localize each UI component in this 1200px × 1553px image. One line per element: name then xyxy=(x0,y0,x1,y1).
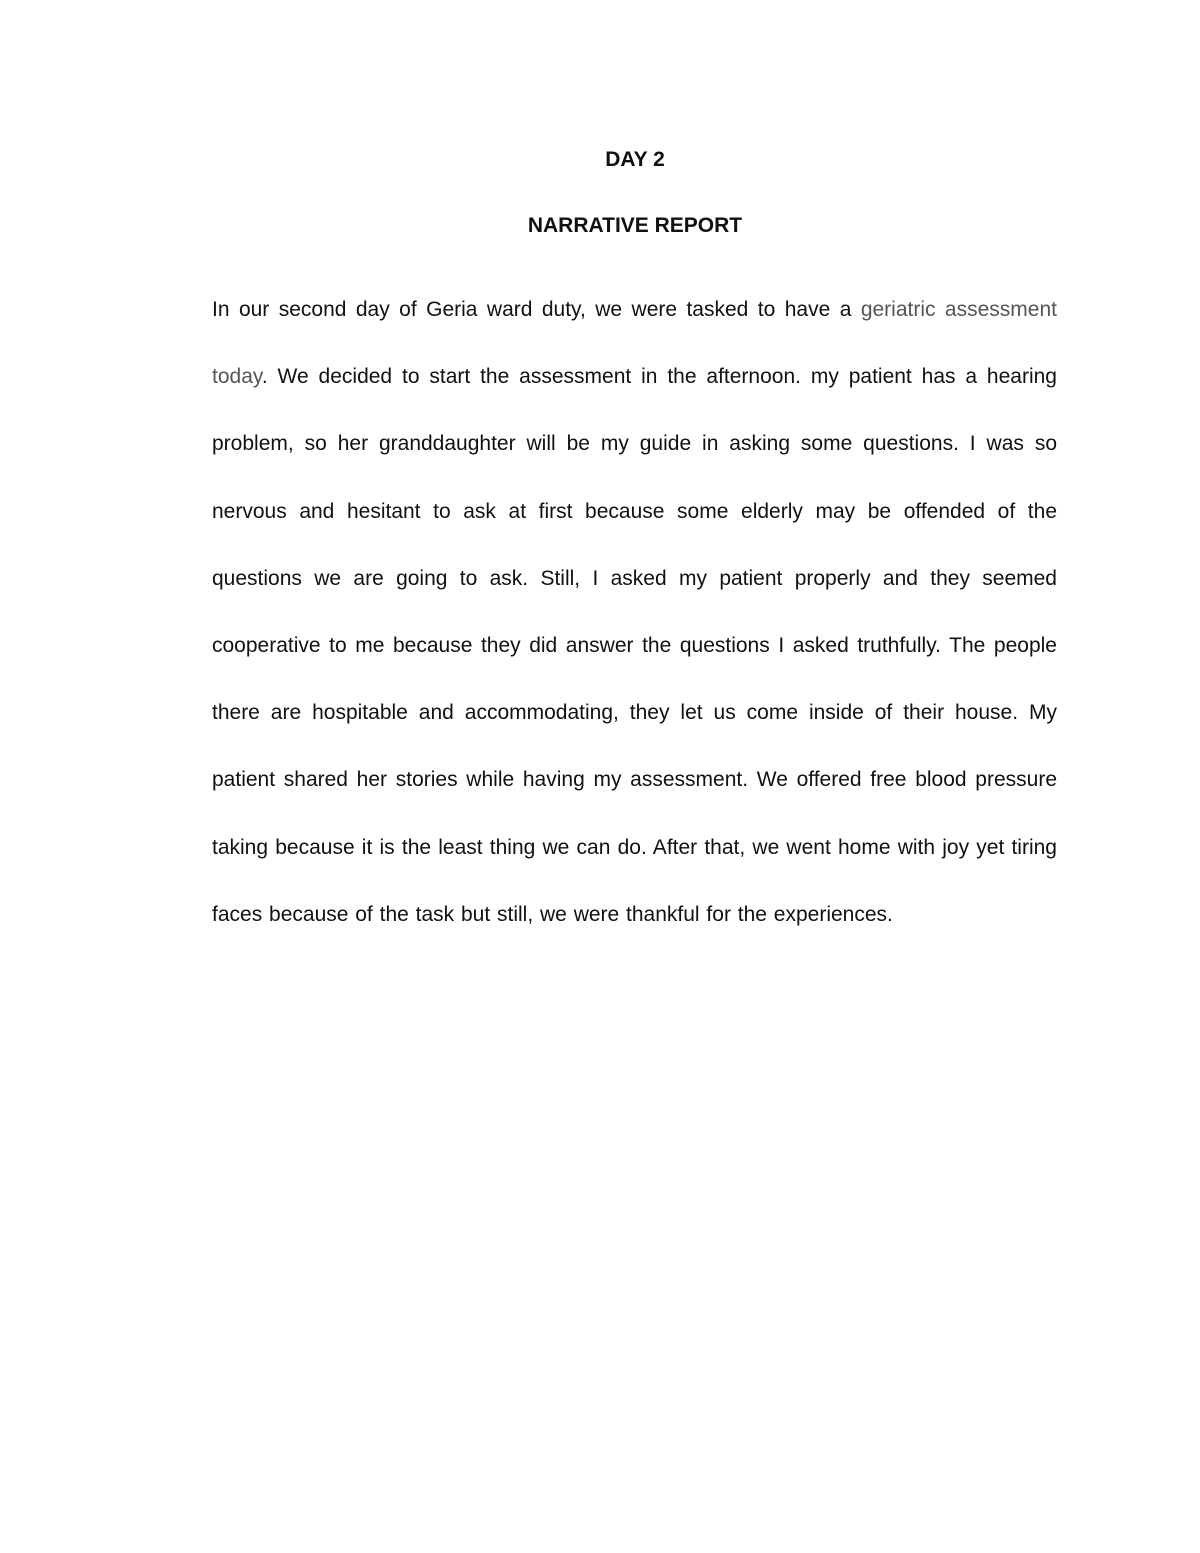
paragraph-highlighted-phrase: geriatric assessment today xyxy=(212,298,1057,389)
report-title: NARRATIVE REPORT xyxy=(527,214,743,237)
narrative-paragraph xyxy=(212,276,1057,948)
paragraph-rest: . We decided to start the assessment in the afternoon. my patient has a hearing problem, so her granddaughter will be my guide in asking some questions. I was so nervous and hesitant to ask at first because some elderly may be offended of the questions we are going to ask. Still, I asked my patient properly and they seemed cooperative to me because they did answer the questions I asked truthfully. The people there are hospitable and accommodating, they let us come inside of their house. My patient shared her stories while having my assessment. We offered free blood pressure taking because it is the least thing we can do. After that, we went home with joy yet tiring faces because of the task but still, we were thankful for the experiences. xyxy=(212,365,1057,926)
day-heading: DAY 2 xyxy=(605,148,665,171)
paragraph-lead: In our second day of Geria ward duty, we were tasked to have a xyxy=(212,298,861,321)
